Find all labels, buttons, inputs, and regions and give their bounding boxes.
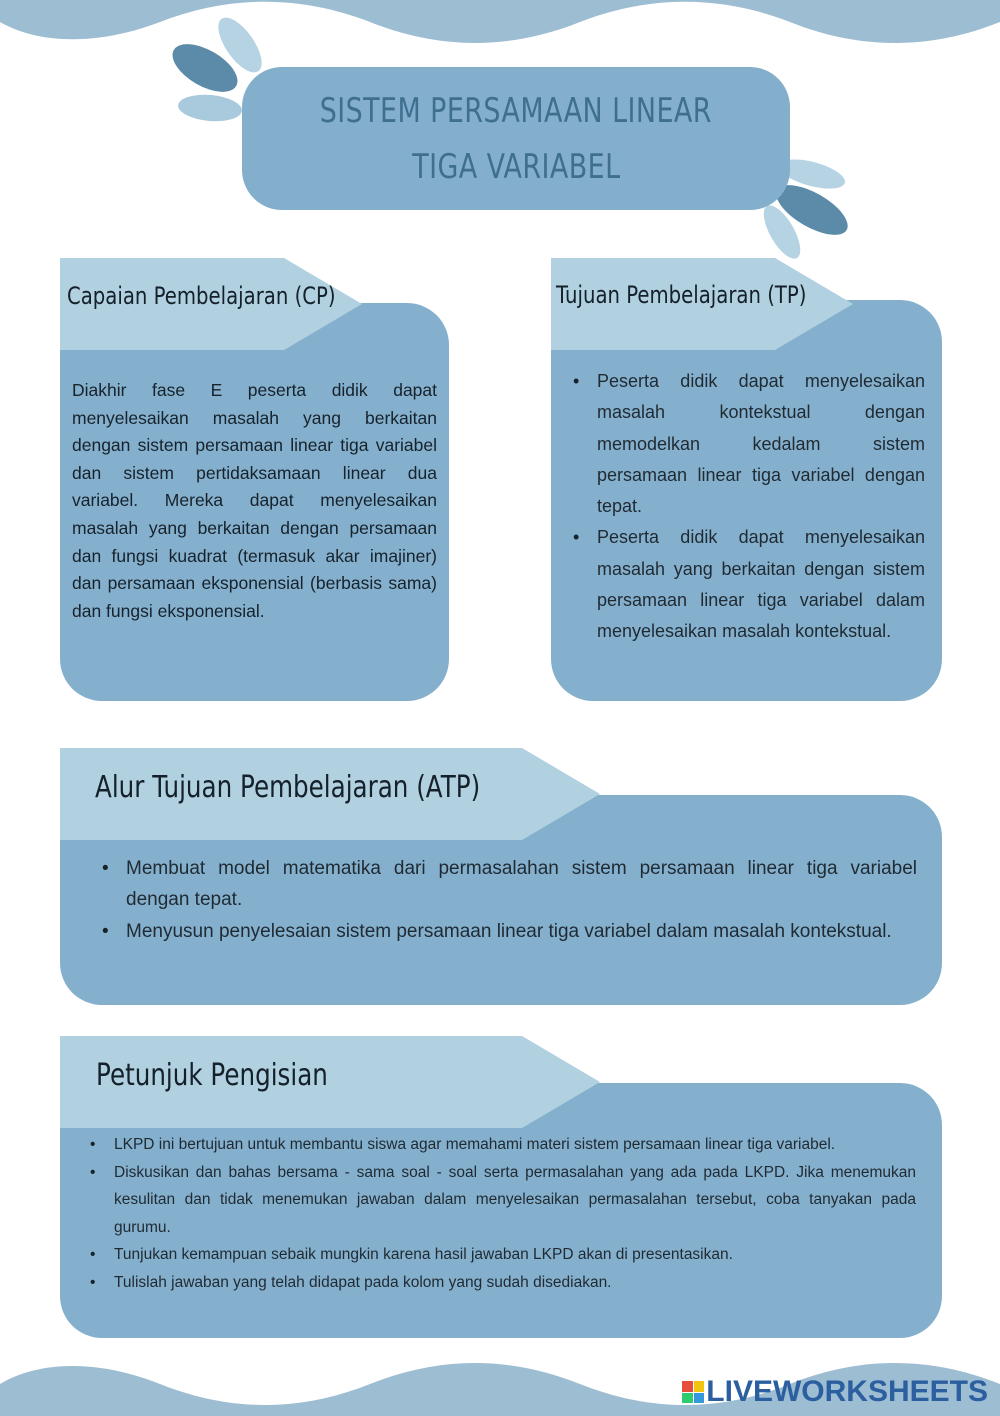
tp-list-container [571,366,925,648]
atp-list [100,853,917,947]
tp-list-item: • Peserta didik dapat menyelesaikan masalah kontekstual dengan memodelkan kedalam sistem persamaan linear tiga variabel dengan tepat. [571,366,925,522]
liveworksheets-logo-icon [682,1381,704,1403]
cp-text: Diakhir fase E peserta didik dapat menyelesaikan masalah yang berkaitan dengan sistem persamaan linear tiga variabel dan sistem pertidaksamaan linear dua variabel. Mereka dapat menyelesaikan masalah yang berkaitan dengan persamaan dan fungsi kuadrat (termasuk akar imajiner) dan persamaan eksponensial (berbasis sama) dan fungsi eksponensial. [72,380,437,621]
page-title-line-2: TIGA VARIABEL [411,146,621,187]
petunjuk-heading: Petunjuk Pengisian [96,1058,328,1093]
page-title-line-1: SISTEM PERSAMAAN LINEAR [319,90,713,131]
petunjuk-list [88,1131,916,1297]
petunjuk-list-item: • Tulislah jawaban yang telah didapat pada kolom yang sudah disediakan. [88,1269,916,1297]
atp-heading: Alur Tujuan Pembelajaran (ATP) [95,770,481,805]
atp-list-item: • Menyusun penyelesaian sistem persamaan linear tiga variabel dalam masalah kontekstual. [100,916,917,947]
liveworksheets-logo [682,1375,988,1409]
petunjuk-list-item: • Tunjukan kemampuan sebaik mungkin karena hasil jawaban LKPD akan di presentasikan. [88,1241,916,1269]
petunjuk-list-item: • Diskusikan dan bahas bersama - sama soal - soal serta permasalahan yang ada pada LKPD. Jika menemukan kesulitan dan tidak menemukan jawaban dalam menyelesaikan permasalahan tersebut, coba tanyakan pada gurumu. [88,1159,916,1242]
cp-heading: Capaian Pembelajaran (CP) [67,282,336,310]
petunjuk-list-container [88,1131,916,1297]
atp-list-container [100,853,917,947]
title-banner [242,67,790,210]
atp-list-item: • Membuat model matematika dari permasalahan sistem persamaan linear tiga variabel dengan tepat. [100,853,917,916]
petunjuk-list-item: • LKPD ini bertujuan untuk membantu siswa agar memahami materi sistem persamaan linear tiga variabel. [88,1131,916,1159]
tp-list-item: • Peserta didik dapat menyelesaikan masalah yang berkaitan dengan sistem persamaan linear tiga variabel dalam menyelesaikan masalah kontekstual. [571,522,925,647]
tp-list [571,366,925,648]
liveworksheets-logo-text: LIVEWORKSHEETS [706,1375,988,1408]
tp-heading: Tujuan Pembelajaran (TP) [556,281,807,309]
